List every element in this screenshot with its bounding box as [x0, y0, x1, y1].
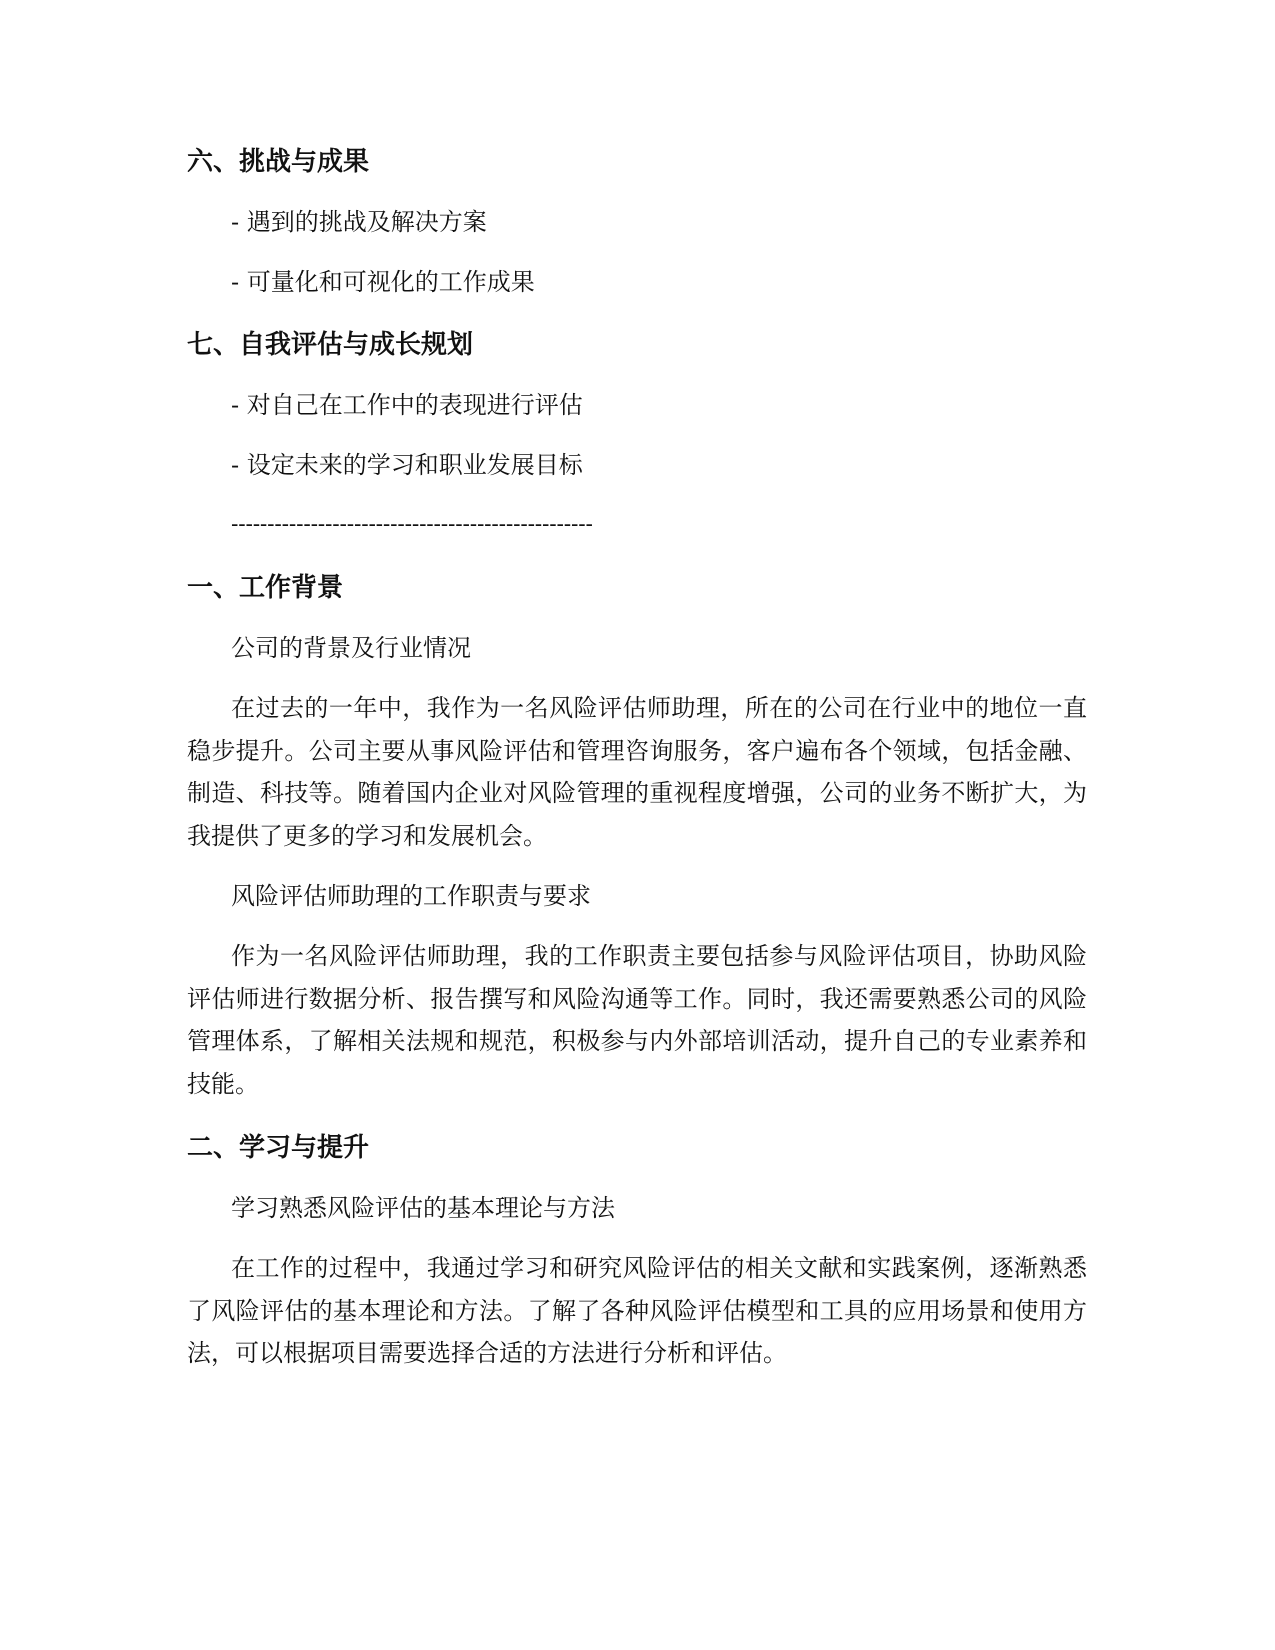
- paragraph-risk-theory: 在工作的过程中，我通过学习和研究风险评估的相关文献和实践案例，逐渐熟悉了风险评估的基本理论和方法。了解了各种风险评估模型和工具的应用场景和使用方法，可以根据项目需要选择合适的方法进行分析和评估。: [187, 1254, 1087, 1367]
- subheading-company-background: 公司的背景及行业情况: [231, 634, 471, 662]
- section-heading-learning: 二、学习与提升: [187, 1133, 370, 1163]
- section-divider: --------------------------------------------------: [231, 512, 593, 537]
- list-item: - 可量化和可视化的工作成果: [231, 268, 535, 296]
- paragraph-company-background: 在过去的一年中，我作为一名风险评估师助理，所在的公司在行业中的地位一直稳步提升。公司主要从事风险评估和管理咨询服务，客户遍布各个领域，包括金融、制造、科技等。随着国内企业对风险管理的重视程度增强，公司的业务不断扩大，为我提供了更多的学习和发展机会。: [187, 694, 1087, 850]
- section-heading-self-assessment: 七、自我评估与成长规划: [187, 330, 474, 360]
- document-content: [187, 142, 1087, 1375]
- list-item: - 设定未来的学习和职业发展目标: [231, 451, 583, 479]
- section-heading-challenges: 六、挑战与成果: [187, 147, 370, 177]
- subheading-risk-theory: 学习熟悉风险评估的基本理论与方法: [231, 1194, 615, 1222]
- list-item: - 遇到的挑战及解决方案: [231, 208, 487, 236]
- paragraph-job-duties: 作为一名风险评估师助理，我的工作职责主要包括参与风险评估项目，协助风险评估师进行数据分析、报告撰写和风险沟通等工作。同时，我还需要熟悉公司的风险管理体系，了解相关法规和规范，积极参与内外部培训活动，提升自己的专业素养和技能。: [187, 942, 1087, 1098]
- subheading-job-duties: 风险评估师助理的工作职责与要求: [231, 882, 591, 910]
- list-item: - 对自己在工作中的表现进行评估: [231, 391, 583, 419]
- section-heading-work-background: 一、工作背景: [187, 573, 344, 603]
